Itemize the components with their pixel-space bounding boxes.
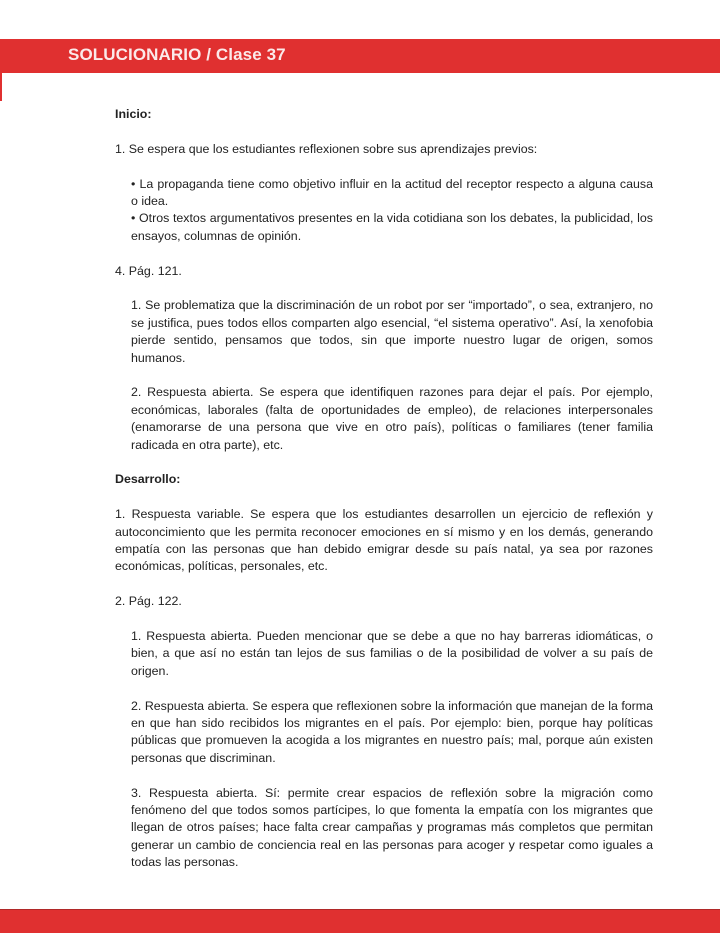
answer-paragraph: 1. Se problematiza que la discriminación de un robot por ser “importado”, o sea, extranjero, no se justifica, pues todos ellos comparten algo esencial, “el sistema operativo”. Así, la xenofobia pierde sentido, pensamos que todos, sin que importe nuestro lugar de origen, somos humanos. <box>131 298 653 365</box>
left-edge-accent <box>0 73 2 101</box>
bullet-item: • Otros textos argumentativos presentes en la vida cotidiana son los debates, la publicidad, los ensayos, columnas de opinión. <box>131 211 653 243</box>
header-bar <box>0 39 720 73</box>
answer-paragraph: 2. Respuesta abierta. Se espera que identifiquen razones para dejar el país. Por ejemplo, económicas, laborales (falta de oportunidades de empleo), de relaciones interpersonales (enamorarse de una persona que vive en otro país), políticas o familiares (tener familia radicada en otra parte), etc. <box>131 385 653 452</box>
document-body <box>115 106 653 889</box>
answer-paragraph: 3. Respuesta abierta. Sí: permite crear espacios de reflexión sobre la migración como fenómeno del que todos somos partícipes, lo que fomenta la empatía con los migrantes que llegan de otros países; hace falta crear campañas y programas más completos que permitan generar un cambio de conciencia real en las personas para acoger y respetar como iguales a todas las personas. <box>131 785 653 870</box>
answer-paragraph: 2. Respuesta abierta. Se espera que reflexionen sobre la información que manejan de la forma en que han sido recibidos los migrantes en el país. Por ejemplo: bien, porque hay políticas públicas que promueven la acogida a los migrantes en nuestro país; mal, porque aún existen personas que discriminan. <box>131 698 653 765</box>
desarrollo-item-1: 1. Respuesta variable. Se espera que los estudiantes desarrollen un ejercicio de reflexión y autoconcimiento que les permita reconocer emociones en sí mismo y en los demás, generando empatía con las personas que han debido emigrar desde su país natal, ya sea por razones económicas, políticas, personales, etc. <box>115 507 653 574</box>
inicio-item-1: 1. Se espera que los estudiantes reflexionen sobre sus aprendizajes previos: <box>115 141 538 156</box>
answer-paragraph: 1. Respuesta abierta. Pueden mencionar que se debe a que no hay barreras idiomáticas, o bien, a que así no están tan lejos de sus familias o de la posibilidad de volver a su país de origen. <box>131 629 653 678</box>
footer-bar <box>0 909 720 933</box>
section-heading-desarrollo: Desarrollo: <box>115 472 181 487</box>
bullet-item: • La propaganda tiene como objetivo influir en la actitud del receptor respecto a alguna causa o idea. <box>131 176 653 208</box>
desarrollo-item-2: 2. Pág. 122. <box>115 594 182 609</box>
section-heading-inicio: Inicio: <box>115 107 152 121</box>
inicio-item-4: 4. Pág. 121. <box>115 263 182 278</box>
page-title: SOLUCIONARIO / Clase 37 <box>68 45 286 64</box>
